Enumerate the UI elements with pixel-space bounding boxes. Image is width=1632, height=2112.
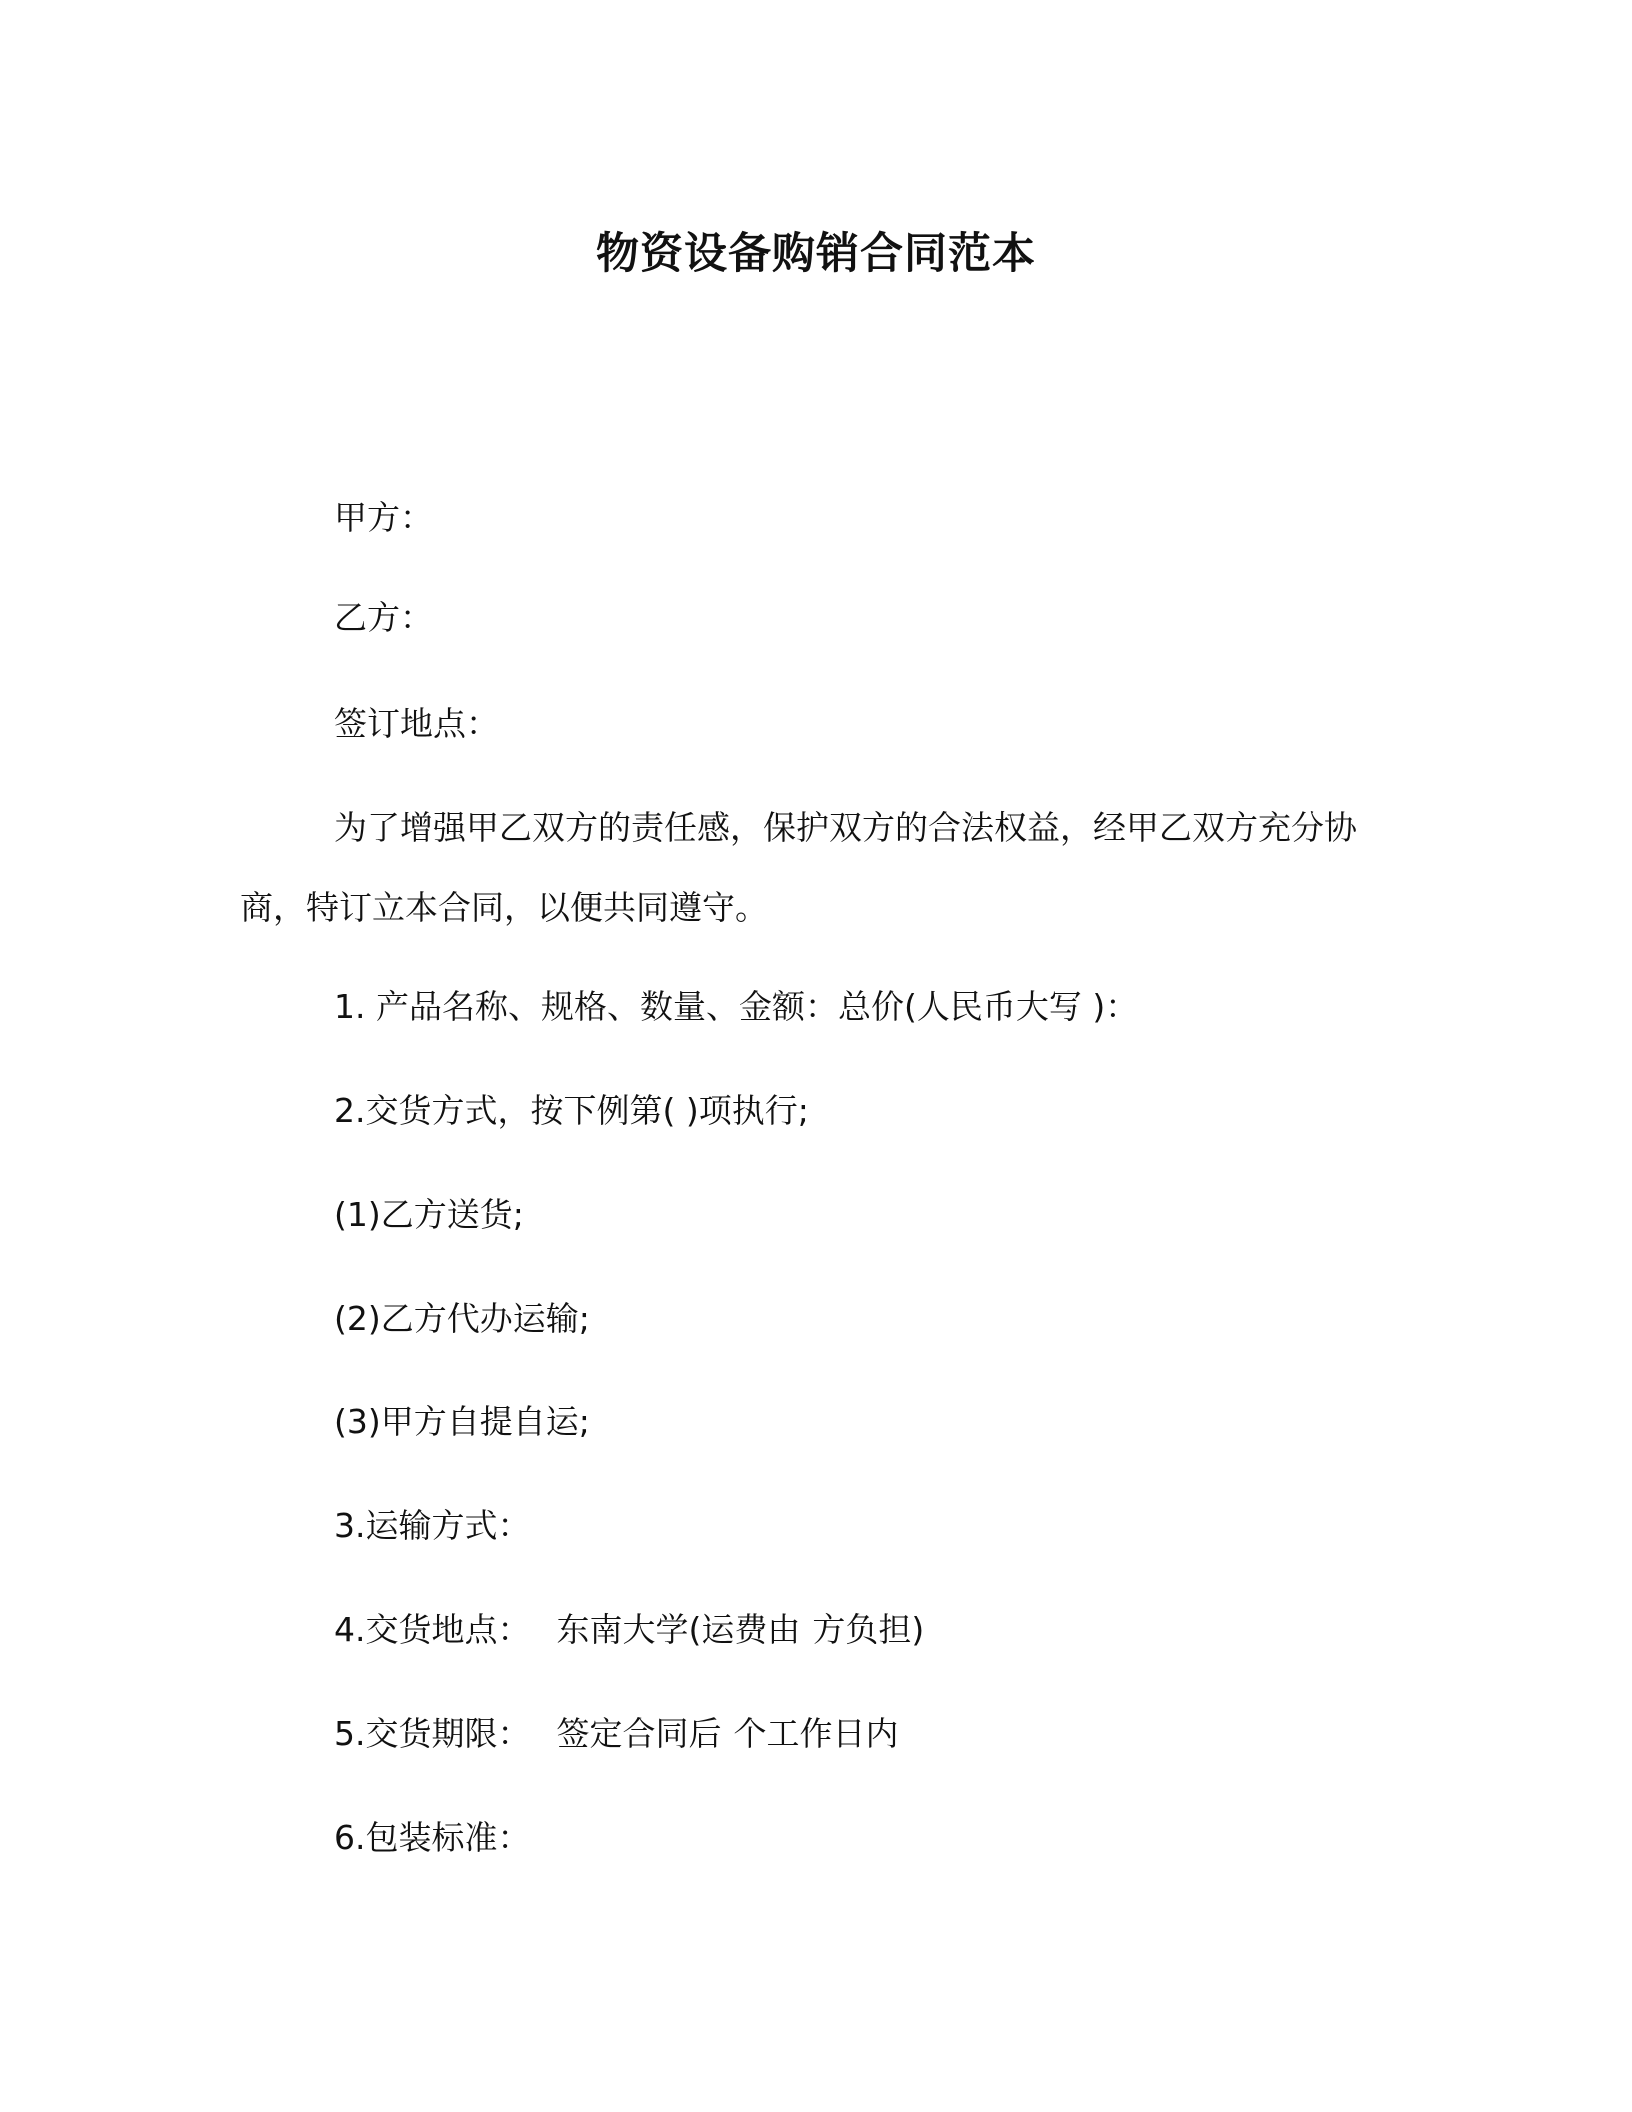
clause-5-label: 5.交货期限： <box>334 1714 531 1753</box>
party-b-label: 乙方： <box>334 598 433 637</box>
clause-2: 2.交货方式，按下例第( )项执行; <box>334 1091 809 1130</box>
clause-3: 3.运输方式： <box>334 1506 531 1545</box>
clause-6: 6.包装标准： <box>334 1818 531 1857</box>
party-a-label: 甲方： <box>334 498 433 537</box>
clause-5 <box>334 1714 899 1754</box>
clause-4-value-a: 东南大学(运费由 <box>556 1610 801 1649</box>
signing-place-label: 签订地点： <box>334 704 499 743</box>
clause-2-option-3: (3)甲方自提自运; <box>334 1402 590 1441</box>
clause-5-value-a: 签定合同后 <box>556 1714 722 1753</box>
clause-2-option-2: (2)乙方代办运输; <box>334 1299 590 1338</box>
clause-4-value-b: 方负担) <box>812 1610 925 1649</box>
clause-2-option-1: (1)乙方送货; <box>334 1195 524 1234</box>
document-title: 物资设备购销合同范本 <box>596 229 1036 279</box>
intro-paragraph: 为了增强甲乙双方的责任感，保护双方的合法权益，经甲乙双方充分协商，特订立本合同，以便共同遵守。 <box>240 808 1357 927</box>
clause-4-label: 4.交货地点： <box>334 1610 531 1649</box>
clause-5-value-b: 个工作日内 <box>733 1714 899 1753</box>
clause-4 <box>334 1610 924 1650</box>
clause-1: 1. 产品名称、规格、数量、金额：总价(人民币大写 )： <box>334 987 1139 1026</box>
